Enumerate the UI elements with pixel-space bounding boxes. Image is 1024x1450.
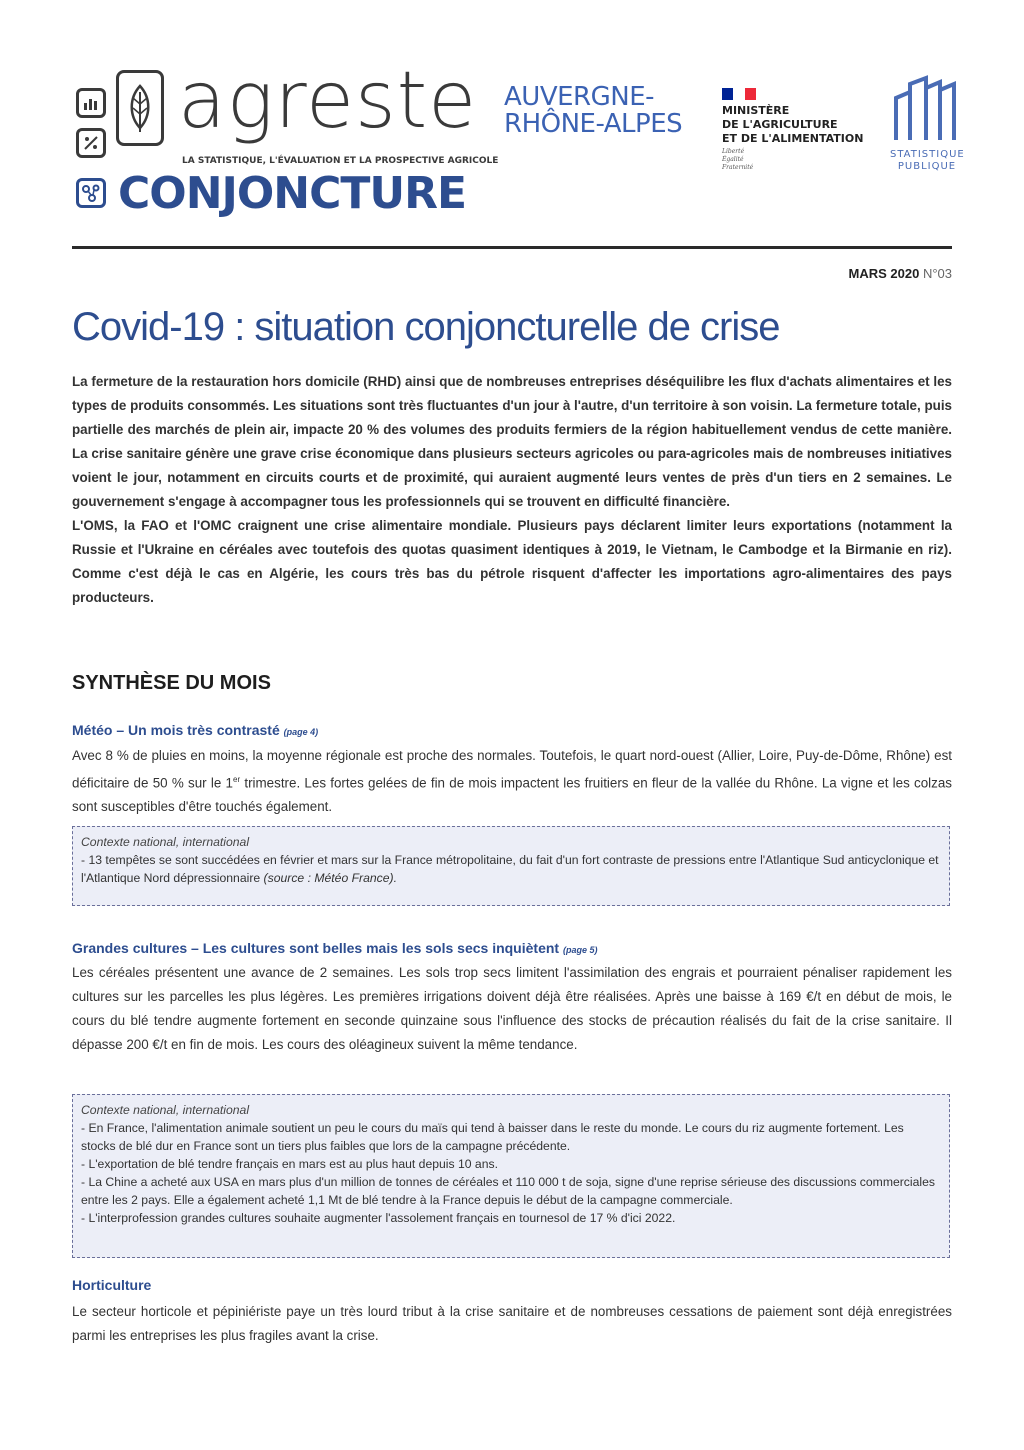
section-title: SYNTHÈSE DU MOIS <box>72 672 271 694</box>
cultures-heading <box>72 940 597 956</box>
issue-number: N°03 <box>922 266 952 281</box>
meteo-context-label: Contexte national, international <box>81 835 250 849</box>
ministry-line-1: MINISTÈRE <box>722 104 790 117</box>
cultures-text: Les céréales présentent une avance de 2 semaines. Les sols trop secs limitent l'assimilation des engrais et pourraient pénaliser rapidement les cultures sur les parcelles les plus légères. Les premières irrigations doivent déjà être réalisées. Après une baisse à 169 €/t en début de mois, le cours du blé tendre augmente fortement en seconde quinzaine sous l'influence des stocks de précaution réalisés du fait de la crise sanitaire. Il dépasse 200 €/t en fin de mois. Les cours des oléagineux suivent la même tendance. <box>72 965 952 1052</box>
meteo-text-a: Avec 8 % de pluies en moins, la moyenne régionale est proche des normales. Toutefois, le quart nord-ouest (Allier, Loire, Puy-de-Dôme, Rhône) est déficitaire de 50 % sur le 1 <box>72 748 952 791</box>
meteo-text-b: trimestre. Les fortes gelées de fin de mois impactent les fruitiers en fleur de la vallée du Rhône. La vigne et les colzas sont susceptibles d'être touchés également. <box>72 775 952 815</box>
motto-fraternite: Fraternité <box>722 164 754 171</box>
cultures-context-item: - En France, l'alimentation animale soutient un peu le cours du maïs qui tend à baisser dans le reste du monde. Le cours du riz augmente fortement. Les stocks de blé dur en France sont un tiers plus faibles que lors de la campagne précédente. <box>81 1121 904 1153</box>
meteo-text-sup: er <box>233 775 241 784</box>
meteo-heading <box>72 722 318 738</box>
issue-month: MARS 2020 <box>848 266 920 281</box>
region-name <box>504 84 682 138</box>
meteo-context-box <box>72 826 950 906</box>
french-flag-icon <box>722 88 756 100</box>
meteo-context-source: (source : Météo France). <box>263 871 397 885</box>
percent-icon <box>76 128 106 158</box>
publication-name: CONJONCTURE <box>118 168 467 219</box>
intro-text <box>72 370 952 610</box>
bar-chart-icon <box>76 88 106 118</box>
ministry-motto <box>722 148 892 172</box>
cultures-context-item: - La Chine a acheté aux USA en mars plus d'un million de tonnes de céréales et 110 000 t de soja, signe d'une reprise sérieuse des discussions commerciales entre les 2 pays. Elle a également acheté 1,1 Mt de blé tendre à la France depuis le début de la campagne commerciale. <box>81 1175 935 1207</box>
intro-paragraph-2: L'OMS, la FAO et l'OMC craignent une crise alimentaire mondiale. Plusieurs pays déclarent limiter leurs exportations (notamment la Russie et l'Ukraine en céréales avec toutefois des quotas quasiment identiques à 2019, le Vietnam, le Cambodge et la Birmanie en riz). Comme c'est déjà le cas en Algérie, les cours très bas du pétrole risquent d'affecter les importations agro-alimentaires des pays producteurs. <box>72 518 952 605</box>
agreste-wordmark: agreste <box>178 56 478 146</box>
motto-liberte: Liberté <box>722 148 745 155</box>
stat-line-2: PUBLIQUE <box>897 161 957 172</box>
region-line-1: AUVERGNE- <box>504 82 655 112</box>
cultures-context-label: Contexte national, international <box>81 1103 250 1117</box>
header-rule <box>72 246 952 249</box>
meteo-context-text: - 13 tempêtes se sont succédées en février et mars sur la France métropolitaine, du fait d'un fort contraste de pressions entre l'Atlantique Sud anticyclonique et l'Atlantique Nord dépressionnaire <box>81 853 939 885</box>
cultures-context-box <box>72 1094 950 1258</box>
masthead <box>72 56 965 240</box>
cultures-context-item: - L'interprofession grandes cultures souhaite augmenter l'assolement français en tournesol de 17 % d'ici 2022. <box>81 1211 676 1225</box>
cultures-heading-text: Grandes cultures – Les cultures sont belles mais les sols secs inquiètent <box>72 940 560 956</box>
cultures-page-ref: (page 5) <box>562 945 598 955</box>
ministry-line-3: ET DE L'ALIMENTATION <box>722 132 864 145</box>
stat-line-1: STATISTIQUE <box>890 149 965 160</box>
leaf-icon <box>116 70 164 146</box>
meteo-heading-text: Météo – Un mois très contrasté <box>72 722 280 738</box>
statistique-publique-logo <box>890 70 964 173</box>
network-icon <box>76 178 106 208</box>
intro-paragraph-1: La fermeture de la restauration hors domicile (RHD) ainsi que de nombreuses entreprises déséquilibre les flux d'achats alimentaires et les types de produits consommés. Les situations sont très fluctuantes d'un jour à l'autre, d'un territoire à son voisin. La fermeture totale, puis partielle des marchés de plein air, impacte 20 % des volumes des produits fermiers de la région habituellement vendus de cette manière. La crise sanitaire génère une grave crise économique dans plusieurs secteurs agricoles ou para-agricoles mais de nombreuses initiatives voient le jour, notamment en circuits courts et de proximité, qui auraient augmenté leurs ventes de près d'un tiers en 2 semaines. Le gouvernement s'engage à accompagner tous les professionnels qui se trouvent en difficulté financière. <box>72 374 952 509</box>
meteo-context-line <box>81 851 941 887</box>
motto-egalite: Égalité <box>722 156 744 163</box>
horticulture-text: Le secteur horticole et pépiniériste paye un très lourd tribut à la crise sanitaire et de nombreuses cessations de paiement sont déjà enregistrées parmi les entreprises les plus fragiles avant la crise. <box>72 1304 952 1343</box>
meteo-page-ref: (page 4) <box>283 727 319 737</box>
cultures-context-item: - L'exportation de blé tendre français en mars est au plus haut depuis 10 ans. <box>81 1157 498 1171</box>
ministry-logo <box>722 88 892 172</box>
horticulture-heading: Horticulture <box>72 1277 152 1293</box>
building-icon <box>890 70 964 144</box>
page-title: Covid-19 : situation conjoncturelle de crise <box>72 305 780 349</box>
ministry-line-2: DE L'AGRICULTURE <box>722 118 838 131</box>
agreste-tagline: LA STATISTIQUE, L'ÉVALUATION ET LA PROSPECTIVE AGRICOLE <box>182 156 499 166</box>
issue-date <box>849 266 952 281</box>
meteo-text <box>72 744 952 819</box>
region-line-2: RHÔNE-ALPES <box>504 109 683 139</box>
